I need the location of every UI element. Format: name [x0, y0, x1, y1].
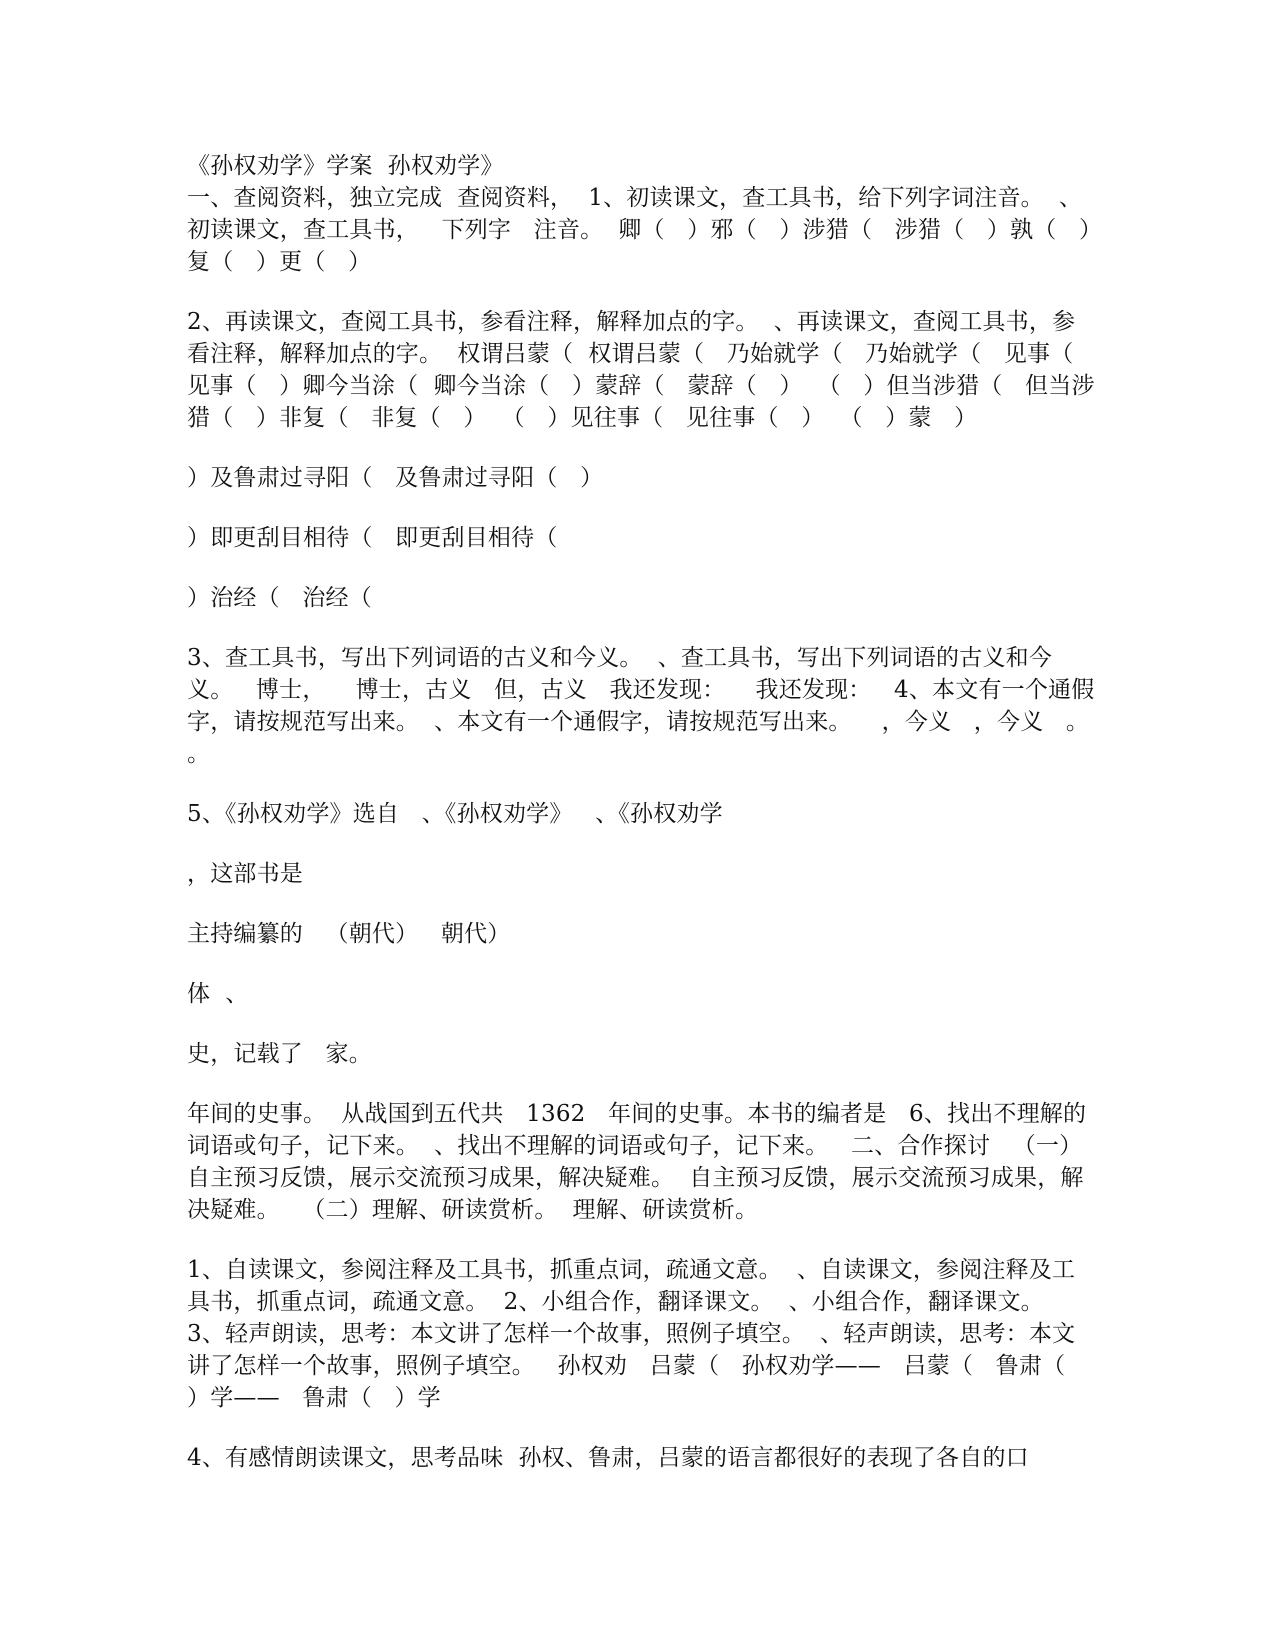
paragraph-question-5-cont-4: 史，记载了 家。 [187, 1041, 372, 1067]
paragraph-question-6-and-section-two: 年间的史事。 从战国到五代共 1362 年间的史事。本书的编者是 6、找出不理解的词语或句子，记下来。 、找出不理解的词语或句子，记下来。 二、合作探讨 （一）自主预习反馈，展示交流预习成果，解决疑难。 自主预习反馈，展示交流预习成果，解决疑难。 （二）理解、研读赏析。 理解、研读赏析。 [187, 1101, 1087, 1223]
paragraph-question-2-cont-3: ）治经（ 治经（ [187, 585, 372, 611]
paragraph-question-5: 5、《孙权劝学》选自 、《孙权劝学》 、《孙权劝学 [187, 801, 723, 827]
paragraph-question-2: 2、再读课文，查阅工具书，参看注释，解释加点的字。 、再读课文，查阅工具书，参看注释，解释加点的字。 权谓吕蒙（ 权谓吕蒙（ 乃始就学（ 乃始就学（ 见事（ 见事（ ）卿今当涂（ 卿今当涂（ ）蒙辞（ 蒙辞（ ） （ ）但当涉猎（ 但当涉猎（ ）非复（ 非复（ ） （ ）见往事（ 见往事（ ） （ ）蒙 ） [187, 309, 1096, 431]
paragraph-question-2-cont-2: ）即更刮目相待（ 即更刮目相待（ [187, 525, 558, 551]
paragraph-question-5-cont-1: ，这部书是 [187, 861, 303, 887]
paragraph-question-5-cont-2: 主持编纂的 （朝代） 朝代） [187, 921, 511, 947]
paragraph-question-4-emotion: 4、有感情朗读课文，思考品味 孙权、鲁肃，吕蒙的语言都很好的表现了各自的口 [187, 1445, 1029, 1471]
document-body [187, 150, 1105, 1474]
paragraph-title-and-section-one: 《孙权劝学》学案 孙权劝学》 一、查阅资料，独立完成 查阅资料， 1、初读课文，查工具书，给下列字词注音。 、初读课文，查工具书， 下列字 注音。 卿（ ）邪（ ）涉猎（ 涉猎（ ）孰（ ）复（ ）更（ ） [187, 153, 1091, 275]
paragraph-reading-tasks: 1、自读课文，参阅注释及工具书，抓重点词，疏通文意。 、自读课文，参阅注释及工具书，抓重点词，疏通文意。 2、小组合作，翻译课文。 、小组合作，翻译课文。 3、轻声朗读，思考：本文讲了怎样一个故事，照例子填空。 、轻声朗读，思考：本文讲了怎样一个故事，照例子填空。 孙权劝 吕蒙（ 孙权劝学—— 吕蒙（ 鲁肃（ ）学—— 鲁肃（ ）学 [187, 1257, 1088, 1411]
paragraph-question-5-cont-3: 体 、 [187, 981, 249, 1007]
paragraph-question-3-4: 3、查工具书，写出下列词语的古义和今义。 、查工具书，写出下列词语的古义和今义。 博士， 博士，古义 但，古义 我还发现： 我还发现： 4、本文有一个通假字，请按规范写出来。 、本文有一个通假字，请按规范写出来。 ，今义 ，今义 。 。 [187, 645, 1105, 767]
paragraph-question-2-cont-1: ）及鲁肃过寻阳（ 及鲁肃过寻阳（ ） [187, 465, 604, 491]
